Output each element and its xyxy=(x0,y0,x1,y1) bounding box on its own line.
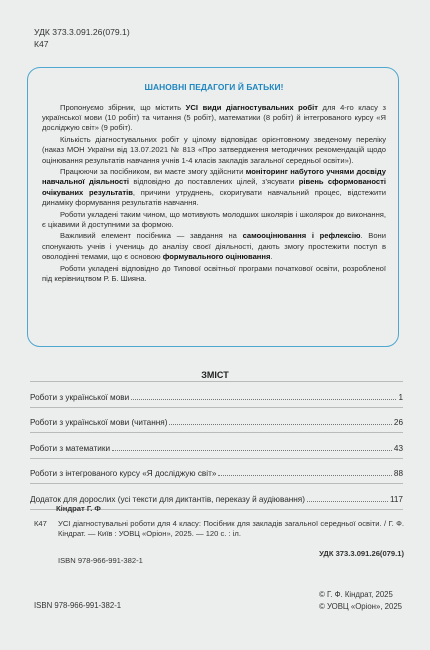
notice-title: ШАНОВНІ ПЕДАГОГИ Й БАТЬКИ! xyxy=(144,82,284,92)
toc-item xyxy=(30,459,403,485)
copyright-author: © Г. Ф. Кіндрат, 2025 xyxy=(319,590,393,599)
notice-paragraph-6: Роботи укладені відповідно до Типової освітньої програми початкової освіти, розробленої під керівництвом Р. Б. Шияна. xyxy=(42,263,386,283)
catalog-description: УСІ діагностувальні роботи для 4 класу: Посібник для закладів загальної середньої освіти. / Г. Ф. Кіндрат. — Київ : УОВЦ «Оріон», 2025. — 120 с. : іл. xyxy=(58,518,404,538)
toc-item-label: Роботи з української мови xyxy=(30,392,130,402)
copyright-publisher: © УОВЦ «Оріон», 2025 xyxy=(319,602,402,611)
toc-item xyxy=(30,408,403,434)
toc-heading: ЗМІСТ xyxy=(201,370,229,380)
catalog-card xyxy=(34,504,404,566)
udc-header xyxy=(34,27,130,50)
catalog-author: Кіндрат Г. Ф xyxy=(56,504,101,513)
notice-paragraph-4: Роботи укладені таким чином, що мотивують молодших школярів і школярок до виконання, є цікавими й доступними за формою. xyxy=(42,209,386,229)
catalog-code: К47 xyxy=(34,518,47,528)
toc-item-page: 43 xyxy=(393,443,403,453)
toc-item-page: 117 xyxy=(389,494,403,504)
notice-paragraph-1: Пропонуємо збірник, що містить УСІ види діагностувальних робіт для 4-го класу з української мови (10 робіт) та читання (5 робіт), математики (8 робіт) й інтегрованого курсу «Я досліджую світ» (9 робіт). xyxy=(42,103,386,133)
book-code: К47 xyxy=(34,38,49,49)
footer-isbn: ISBN 978-966-991-382-1 xyxy=(34,601,122,610)
toc-leader-dots xyxy=(169,424,391,425)
toc-leader-dots xyxy=(131,399,396,400)
toc-leader-dots xyxy=(218,475,392,476)
toc-leader-dots xyxy=(112,450,392,451)
catalog-isbn: ISBN 978-966-991-382-1 xyxy=(58,555,143,565)
notice-paragraph-2: Кількість діагностувальних робіт у цілому відповідає орієнтовному зведеному переліку (наказ МОН України від 13.07.2021 № 813 «Про затвердження методичних рекомендацій щодо оцінювання результатів навчання учнів 1-4 класів закладів загальної середньої освіти»). xyxy=(42,135,386,165)
toc-item-page: 26 xyxy=(393,418,403,427)
toc-item-label: Роботи з української мови (читання) xyxy=(30,418,168,427)
notice-box xyxy=(27,67,399,347)
toc-item-page: 1 xyxy=(398,392,403,402)
toc-item-label: Роботи з математики xyxy=(30,443,111,453)
toc-item xyxy=(30,433,403,459)
notice-paragraph-5: Важливий елемент посібника — завдання на самооцінювання і рефлексію. Вони спонукають учнів і учениць до аналізу своєї діяльності, дають змогу простежити поступ в оволодінні темами, що є основою формувального оцінювання. xyxy=(42,231,386,261)
toc-item-page: 88 xyxy=(393,469,403,478)
toc-item xyxy=(30,381,403,408)
table-of-contents xyxy=(30,381,403,510)
copyright-block xyxy=(319,589,402,613)
catalog-udc: УДК 373.3.091.26(079.1) xyxy=(319,549,404,558)
toc-leader-dots xyxy=(307,501,388,502)
toc-item-label: Роботи з інтегрованого курсу «Я досліджую світ» xyxy=(30,469,217,478)
notice-paragraph-3: Працюючи за посібником, ви маєте змогу здійснити моніторинг набутого учнями досвіду навчальної діяльності відповідно до поставлених цілей, з’ясувати рівень сформованості очікуваних результатів, причини утруднень, скоригувати навчальний процес, відстежити динаміку формування результатів навчання. xyxy=(42,167,386,207)
toc-item-label: Додаток для дорослих (усі тексти для диктантів, переказу й аудіювання) xyxy=(30,494,305,504)
udc-line: УДК 373.3.091.26(079.1) xyxy=(34,27,130,37)
